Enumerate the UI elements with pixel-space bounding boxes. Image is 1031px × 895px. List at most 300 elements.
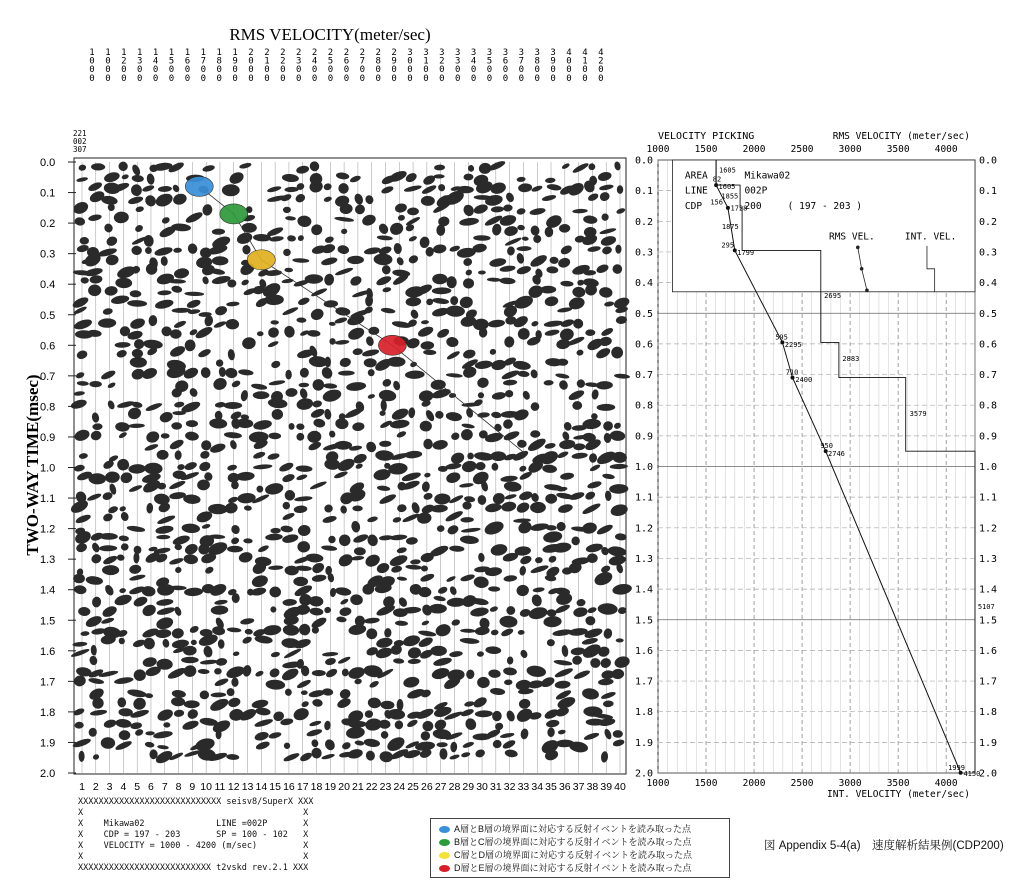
wavelet [131, 696, 147, 712]
wavelet [154, 246, 174, 258]
wavelet [517, 439, 527, 448]
wavelet [410, 559, 421, 565]
top-axis-label: RMS VELOCITY (meter/sec) [832, 131, 970, 142]
wavelet [311, 574, 326, 583]
wavelet [311, 561, 326, 575]
wavelet [227, 464, 238, 472]
wavelet [299, 751, 313, 763]
wavelet [98, 318, 117, 328]
wavelet [380, 185, 394, 195]
velocity-column-digit: 1 [136, 48, 143, 58]
top-left-label: 002 [73, 137, 87, 146]
wavelet [212, 376, 229, 392]
velocity-column-digit: 0 [407, 73, 413, 84]
wavelet [444, 509, 464, 523]
wavelet [100, 369, 117, 381]
velocity-column-digit: 0 [391, 73, 397, 84]
wavelet [598, 678, 614, 686]
wavelet [158, 186, 172, 193]
wavelet [352, 452, 368, 465]
trace-number: 8 [175, 781, 182, 793]
wavelet [571, 452, 588, 459]
wavelet [431, 504, 448, 513]
wavelet [571, 654, 583, 666]
wavelet [499, 265, 516, 273]
wavelet [119, 730, 131, 740]
wavelet [465, 407, 474, 418]
wavelet [184, 210, 204, 225]
point-label: 82 [712, 175, 722, 184]
velocity-column-digit: 2 [311, 48, 318, 58]
wavelet [297, 296, 310, 306]
wavelet [321, 545, 337, 552]
wavelet [352, 533, 369, 545]
time-tick-label: 1.4 [40, 584, 56, 597]
wavelet [390, 406, 410, 422]
wavelet [312, 379, 325, 392]
wavelet [282, 306, 299, 317]
right-y-tick-label: 0.4 [979, 278, 998, 290]
wavelet [347, 665, 366, 680]
wavelet [143, 193, 158, 208]
wavelet [474, 748, 486, 759]
wavelet [613, 730, 623, 738]
wavelet [267, 452, 280, 460]
wavelet [437, 586, 448, 596]
wavelet [584, 490, 597, 501]
velocity-column-digit: 3 [502, 48, 509, 58]
velocity-column-digit: 1 [232, 48, 238, 58]
wavelet [543, 320, 563, 328]
wavelet [368, 369, 375, 376]
wavelet [172, 411, 185, 415]
wavelet [601, 213, 609, 221]
wavelet [549, 256, 559, 264]
wavelet [268, 667, 281, 679]
wavelet [600, 691, 616, 701]
velocity-column-digit: 1 [582, 56, 588, 67]
velocity-column-digit: 0 [311, 65, 318, 76]
wavelet [328, 536, 336, 544]
wavelet [367, 697, 382, 709]
wavelet [349, 593, 363, 605]
wavelet [283, 207, 291, 214]
right-y-tick-label: 0.9 [979, 431, 998, 443]
wavelet [465, 268, 473, 276]
wavelet [255, 485, 264, 494]
wavelet [531, 184, 543, 192]
wavelet [501, 501, 517, 513]
wavelet [268, 565, 283, 570]
wavelet [271, 409, 283, 420]
wavelet [133, 669, 146, 682]
wavelet [107, 399, 116, 410]
wavelet [388, 221, 405, 237]
wavelet [460, 517, 474, 523]
wavelet [269, 236, 284, 243]
inset-cdp-range: ( 197 - 203 ) [787, 201, 863, 213]
wavelet [130, 708, 150, 719]
wavelet [241, 635, 253, 645]
wavelet [236, 471, 255, 481]
wavelet [254, 717, 274, 728]
velocity-column-digit: 0 [343, 65, 350, 76]
info-line: XXXXXXXXXXXXXXXXXXXXXXXXXXXX seisv8/SuperX XXX [78, 797, 314, 807]
velocity-column-label [89, 48, 94, 84]
wavelet [512, 314, 530, 330]
point-label: 1855 [721, 192, 739, 201]
pick-marker [220, 204, 248, 224]
wavelet [130, 290, 142, 297]
velocity-column-digit: 6 [343, 56, 350, 67]
wavelet [339, 607, 352, 617]
wavelet [572, 286, 586, 298]
wavelet [131, 163, 142, 176]
figure-caption: 図 Appendix 5-4(a) 速度解析結果例(CDP200) [764, 840, 1004, 852]
velocity-column-digit: 2 [264, 48, 270, 58]
wavelet [309, 480, 327, 491]
wavelet [611, 263, 624, 276]
point-label: 3579 [909, 409, 927, 418]
wavelet [171, 422, 182, 430]
wavelet [361, 348, 379, 357]
wavelet [425, 247, 434, 257]
wavelet [504, 679, 513, 685]
wavelet [472, 203, 489, 216]
wavelet [532, 587, 544, 593]
wavelet [323, 504, 333, 514]
wavelet [102, 554, 118, 566]
wavelet [270, 606, 278, 614]
time-tick-label: 1.9 [40, 737, 56, 750]
wavelet [114, 676, 134, 685]
left-y-tick-label: 1.5 [634, 615, 653, 627]
wavelet [543, 616, 562, 628]
wavelet [379, 441, 391, 447]
wavelet [378, 492, 397, 505]
velocity-column-digit: 0 [534, 65, 540, 76]
velocity-column-label [248, 48, 253, 84]
wavelet [489, 605, 499, 612]
y-axis-label: TWO-WAY TIME(msec) [23, 374, 42, 556]
pick-marker [378, 335, 406, 355]
wavelet [617, 185, 624, 194]
wavelet [560, 280, 574, 287]
wavelet [131, 174, 144, 182]
right-y-tick-label: 1.6 [979, 645, 998, 657]
velocity-column-label [391, 48, 396, 84]
velocity-column-digit: 0 [454, 65, 461, 76]
wavelet [296, 423, 305, 430]
wavelet [184, 339, 196, 352]
velocity-column-digit: 0 [216, 73, 222, 84]
velocity-column-label [375, 48, 380, 84]
top-x-tick-label: 1500 [694, 144, 718, 155]
time-tick-label: 0.7 [40, 370, 56, 383]
time-tick-label: 0.9 [40, 431, 56, 444]
wavelet [561, 162, 570, 170]
wavelet [110, 294, 130, 305]
wavelet [146, 503, 153, 514]
velocity-column-digit: 0 [89, 73, 95, 84]
velocity-column-label [232, 48, 237, 84]
wavelet [541, 194, 556, 202]
velocity-column-digit: 0 [566, 73, 572, 84]
wavelet [313, 418, 326, 429]
top-left-labels [73, 129, 87, 154]
velocity-column-label [598, 48, 603, 84]
wavelet [535, 557, 543, 564]
trace-number: 32 [503, 781, 516, 793]
wavelet [504, 236, 522, 247]
wavelet [449, 545, 464, 552]
left-y-tick-label: 0.2 [634, 216, 653, 228]
wavelet [476, 377, 489, 389]
wavelet [377, 485, 391, 492]
trace-number: 12 [227, 781, 240, 793]
wavelet [142, 656, 158, 668]
wavelet [406, 718, 419, 728]
velocity-column-digit: 3 [454, 48, 461, 58]
trace-number: 31 [490, 781, 502, 793]
wavelet [321, 243, 336, 255]
wavelet [309, 307, 325, 322]
wavelet [404, 450, 422, 459]
wavelet [613, 422, 622, 430]
wavelet [307, 430, 322, 444]
point-label: 1999 [948, 763, 965, 772]
velocity-column-digit: 0 [248, 73, 254, 84]
wavelet [407, 207, 419, 215]
wavelet [88, 677, 104, 685]
wavelet [517, 327, 531, 341]
wavelet [144, 443, 159, 452]
wavelet [354, 678, 362, 685]
velocity-column-digit: 0 [486, 73, 493, 84]
wavelet [214, 677, 230, 688]
wavelet [352, 505, 362, 511]
inset-cdp-label: CDP [684, 201, 703, 213]
left-y-tick-label: 0.0 [634, 155, 653, 167]
wavelet [161, 216, 171, 225]
wavelet [518, 698, 531, 710]
wavelet [297, 215, 312, 228]
trace-number: 4 [120, 781, 127, 793]
wavelet [460, 427, 475, 441]
velocity-column-digit: 9 [391, 56, 397, 67]
point-label: 4150 [963, 770, 981, 779]
wavelet [103, 584, 115, 597]
velocity-column-digit: 1 [105, 48, 111, 58]
wavelet [602, 473, 615, 480]
wavelet [604, 490, 611, 501]
velocity-column-digit: 1 [121, 48, 127, 58]
velocity-column-digit: 0 [343, 73, 350, 84]
wavelet [145, 402, 163, 413]
velocity-column-digit: 0 [105, 65, 111, 76]
velocity-column-digit: 2 [248, 48, 254, 58]
wavelet [572, 208, 588, 213]
inset-line-label: LINE [684, 185, 708, 197]
wavelet [518, 630, 525, 635]
wavelet [352, 422, 365, 432]
velocity-column-label [566, 48, 571, 84]
wavelet [432, 656, 452, 667]
point-label: 1875 [721, 222, 739, 231]
wavelet [91, 163, 105, 170]
legend-label: B層とC層の境界面に対応する反射イベントを読み取った点 [454, 837, 692, 847]
wavelet [278, 461, 295, 473]
wavelet [585, 542, 603, 553]
wavelet [434, 493, 451, 505]
wavelet [382, 287, 392, 293]
point-label: 1605 [718, 166, 736, 175]
wavelet [499, 213, 518, 227]
wavelet [450, 296, 459, 306]
wavelet [116, 349, 128, 359]
wavelet [487, 319, 505, 328]
wavelet [144, 741, 154, 748]
wavelet [171, 184, 180, 194]
wavelet [595, 263, 610, 275]
wavelet [348, 623, 367, 636]
wavelet [515, 501, 531, 515]
wavelet [80, 237, 90, 245]
velocity-column-digit: 3 [407, 48, 413, 58]
trace-number: 14 [255, 781, 268, 793]
velocity-column-label [487, 48, 492, 84]
wavelet [355, 462, 364, 469]
wavelet [144, 246, 153, 255]
velocity-column-digit: 2 [439, 56, 445, 67]
wavelet [200, 366, 212, 379]
legend-swatch [439, 839, 450, 846]
wavelet [395, 620, 408, 626]
velocity-column-digit: 0 [454, 73, 461, 84]
bottom-x-tick-label: 2500 [790, 778, 814, 789]
wavelet [336, 172, 350, 180]
top-x-tick-label: 3000 [838, 144, 862, 155]
velocity-column-digit: 0 [121, 73, 127, 84]
wavelet [436, 525, 444, 533]
wavelet [74, 722, 84, 729]
wavelet [516, 246, 531, 251]
wavelet [418, 630, 437, 638]
wavelet [449, 650, 463, 657]
wavelet [282, 624, 299, 636]
wavelet [344, 406, 364, 420]
wavelet [185, 431, 200, 442]
velocity-column-digit: 0 [502, 65, 509, 76]
trace-number: 24 [393, 781, 406, 793]
wavelet [299, 623, 311, 636]
velocity-column-digit: 0 [582, 65, 588, 76]
bottom-x-tick-label: 3500 [886, 778, 910, 789]
wavelet [324, 720, 331, 730]
wavelet [460, 535, 480, 545]
wavelet [174, 566, 182, 574]
velocity-column-digit: 4 [566, 48, 572, 58]
wavelet [341, 228, 348, 234]
velocity-column-digit: 0 [89, 65, 95, 76]
wavelet [282, 599, 297, 607]
wavelet [74, 217, 86, 227]
wavelet [183, 664, 198, 678]
wavelet [155, 615, 175, 631]
wavelet [392, 380, 401, 391]
velocity-column-digit: 5 [486, 56, 493, 67]
wavelet [466, 669, 475, 679]
wavelet [421, 196, 435, 206]
wavelet [462, 348, 476, 360]
wavelet [127, 195, 144, 205]
wavelet [320, 365, 334, 380]
wavelet [553, 659, 572, 666]
wavelet [346, 325, 366, 342]
wavelet [397, 576, 408, 581]
wavelet [285, 216, 296, 221]
wavelet [324, 408, 332, 420]
wavelet [298, 383, 309, 388]
left-y-tick-label: 0.1 [634, 186, 653, 198]
wavelet [99, 533, 118, 540]
velocity-column-digit: 0 [216, 65, 222, 76]
wavelet [581, 502, 601, 516]
wavelet [285, 370, 291, 380]
wavelet [250, 573, 269, 589]
velocity-column-digit: 1 [152, 48, 159, 58]
wavelet [547, 639, 555, 646]
time-tick-label: 1.1 [40, 493, 56, 506]
wavelet [521, 390, 531, 401]
wavelet [107, 381, 116, 389]
wavelet [131, 348, 143, 358]
wavelet [380, 700, 394, 709]
wavelet [566, 180, 586, 198]
wavelet [499, 615, 518, 628]
wavelet [113, 211, 129, 224]
wavelet [227, 349, 235, 361]
wavelet [211, 605, 229, 615]
wavelet [322, 652, 338, 657]
velocity-column-digit: 0 [518, 65, 525, 76]
velocity-column-digit: 3 [439, 48, 445, 58]
wavelet [364, 194, 375, 205]
wavelet [197, 347, 212, 358]
time-tick-label: 1.2 [40, 523, 56, 536]
velocity-column-digit: 0 [184, 73, 191, 84]
right-y-tick-label: 1.9 [979, 737, 998, 749]
wavelet [325, 667, 339, 679]
wavelet [450, 742, 457, 753]
info-line: X X [78, 852, 309, 862]
wavelet [105, 235, 119, 248]
inset-line-value: 002P [744, 185, 768, 197]
velocity-column-digit: 3 [295, 56, 302, 67]
velocity-column-digit: 5 [327, 56, 334, 67]
velocity-column-digit: 2 [391, 48, 397, 58]
wavelet [616, 207, 626, 215]
right-y-tick-label: 0.1 [979, 186, 998, 198]
wavelet [103, 718, 117, 729]
wavelet [430, 666, 450, 681]
velocity-column-digit: 0 [518, 73, 525, 84]
wavelet [301, 690, 308, 695]
wavelet [417, 325, 435, 339]
wavelet [487, 277, 502, 282]
wavelet [529, 253, 549, 269]
wavelet [597, 603, 618, 615]
